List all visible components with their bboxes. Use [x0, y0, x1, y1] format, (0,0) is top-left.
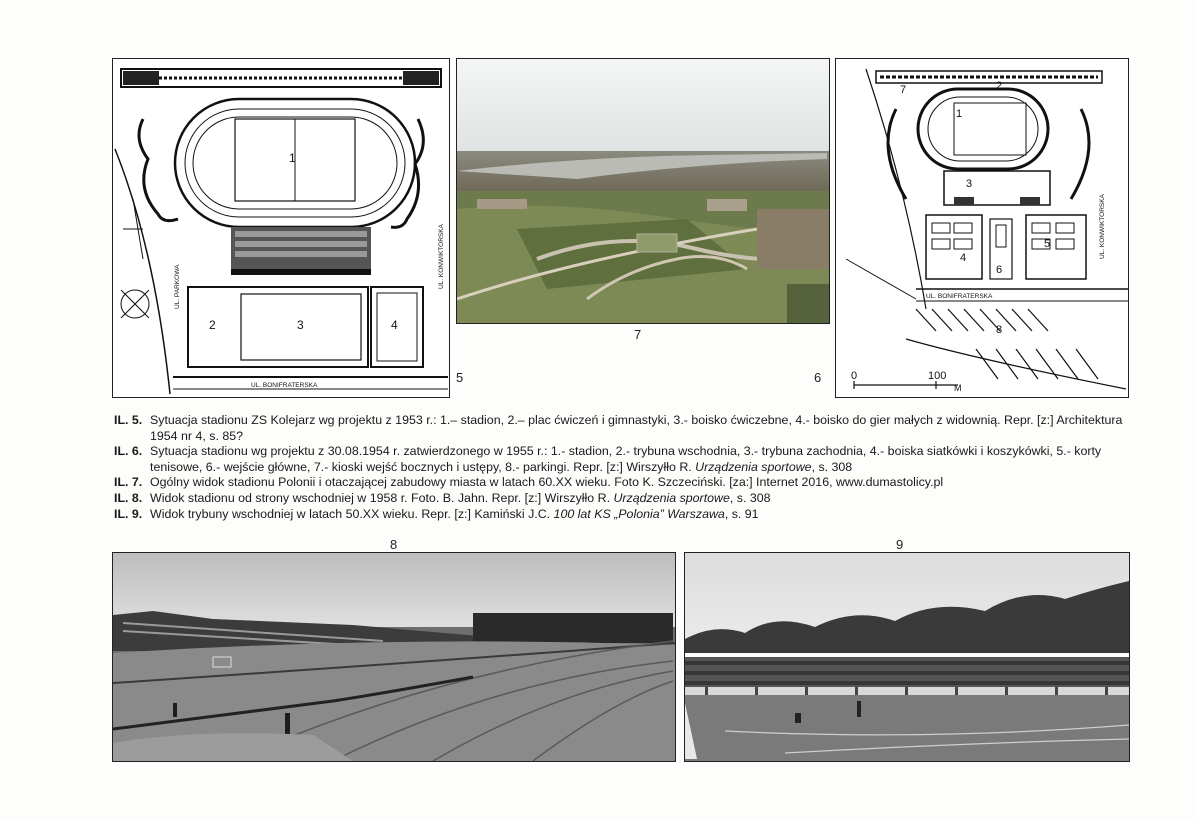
- figure-8-number: 8: [390, 537, 398, 552]
- figure-7-aerial-photo: [456, 58, 830, 324]
- scale-unit: M: [954, 383, 962, 393]
- caption-text: Ogólny widok stadionu Polonii i otaczającej zabudowy miasta w latach 60.XX wieku. Foto K. Szczeciński. [za:] Internet 2016, www.dumastolicy.pl: [150, 475, 944, 490]
- caption-label: IL. 7.: [114, 475, 143, 490]
- plan6-label-3: 3: [966, 178, 973, 190]
- figure-5-number: 5: [456, 370, 464, 385]
- plan6-label-7: 7: [900, 84, 907, 96]
- caption-text: Widok stadionu od strony wschodniej w 1958 r. Foto. B. Jahn. Repr. [z:] Wirszyłło R. Urządzenia sportowe, s. 308: [150, 490, 771, 505]
- plan6-label-1: 1: [956, 108, 963, 120]
- caption-il-7: [114, 475, 1124, 491]
- scale-hundred: 100: [928, 370, 947, 382]
- caption-label: IL. 6.: [114, 444, 143, 459]
- figure-6-site-plan: [835, 58, 1129, 398]
- aerial-photo-image: [457, 59, 829, 323]
- figure-6-number: 6: [814, 370, 822, 385]
- caption-il-8: [114, 491, 1124, 507]
- plan5-label-stadium: 1: [289, 151, 296, 165]
- caption-il-5: [114, 413, 1124, 444]
- figure-9-number: 9: [896, 537, 904, 552]
- plan6-label-2: 2: [996, 80, 1003, 92]
- caption-text: Sytuacja stadionu ZS Kolejarz wg projektu z 1953 r.: 1.– stadion, 2.– plac ćwiczeń i gimnastyki, 3.- boisko ćwiczebne, 4.- boisko do gier małych z widownią. Repr. [z:] Architektura 1954 nr 4, s. 85?: [150, 413, 1123, 443]
- plan6-label-4: 4: [960, 252, 967, 264]
- east-stand-photo: [685, 553, 1129, 761]
- plan6-label-6: 6: [996, 264, 1003, 276]
- figure-5-site-plan: [112, 58, 450, 398]
- caption-label: IL. 9.: [114, 506, 143, 521]
- figure-8-photo: [112, 552, 676, 762]
- plan5-street-east: UL. KONWIKTORSKA: [438, 224, 445, 289]
- caption-label: IL. 8.: [114, 490, 143, 505]
- plan5-street-south: UL. BONIFRATERSKA: [251, 382, 318, 389]
- plan6-label-5: 5: [1044, 238, 1051, 250]
- plan6-street-east: UL. KONWIKTORSKA: [1099, 194, 1106, 259]
- caption-label: IL. 5.: [114, 413, 143, 427]
- plan-5-drawing: [113, 59, 449, 397]
- plan5-label-exercise-field: 2: [209, 318, 216, 332]
- figure-9-photo: [684, 552, 1130, 762]
- figure-captions: [114, 413, 1124, 522]
- caption-text: Sytuacja stadionu wg projektu z 30.08.1954 r. zatwierdzonego w 1955 r.: 1.- stadion, 2.- trybuna wschodnia, 3.- trybuna zachodnia, 4.- boiska siatkówki i koszykówki, 5.- korty tenisowe, 6.- wejście główne, 7.- kioski wejść bocznych i ustępy, 8.- parkingi. Repr. [z:] Wirszyłło R. Urządzenia sportowe, s. 308: [150, 444, 1102, 474]
- figure-7-number: 7: [634, 327, 642, 342]
- plan-6-drawing: [836, 59, 1128, 397]
- scale-zero: 0: [851, 370, 858, 382]
- caption-il-9: [114, 507, 1124, 523]
- stadium-east-view-photo: [113, 553, 675, 761]
- caption-il-6: [114, 444, 1124, 475]
- plan6-street-south: UL. BONIFRATERSKA: [926, 293, 993, 300]
- plan5-label-training-pitch: 3: [297, 318, 304, 332]
- plan6-label-8: 8: [996, 324, 1003, 336]
- plan5-street-west: UL. PARKOWA: [174, 264, 181, 309]
- caption-text: Widok trybuny wschodniej w latach 50.XX wieku. Repr. [z:] Kamiński J.C. 100 lat KS „Polonia” Warszawa, s. 91: [150, 506, 759, 521]
- plan5-label-small-games: 4: [391, 318, 398, 332]
